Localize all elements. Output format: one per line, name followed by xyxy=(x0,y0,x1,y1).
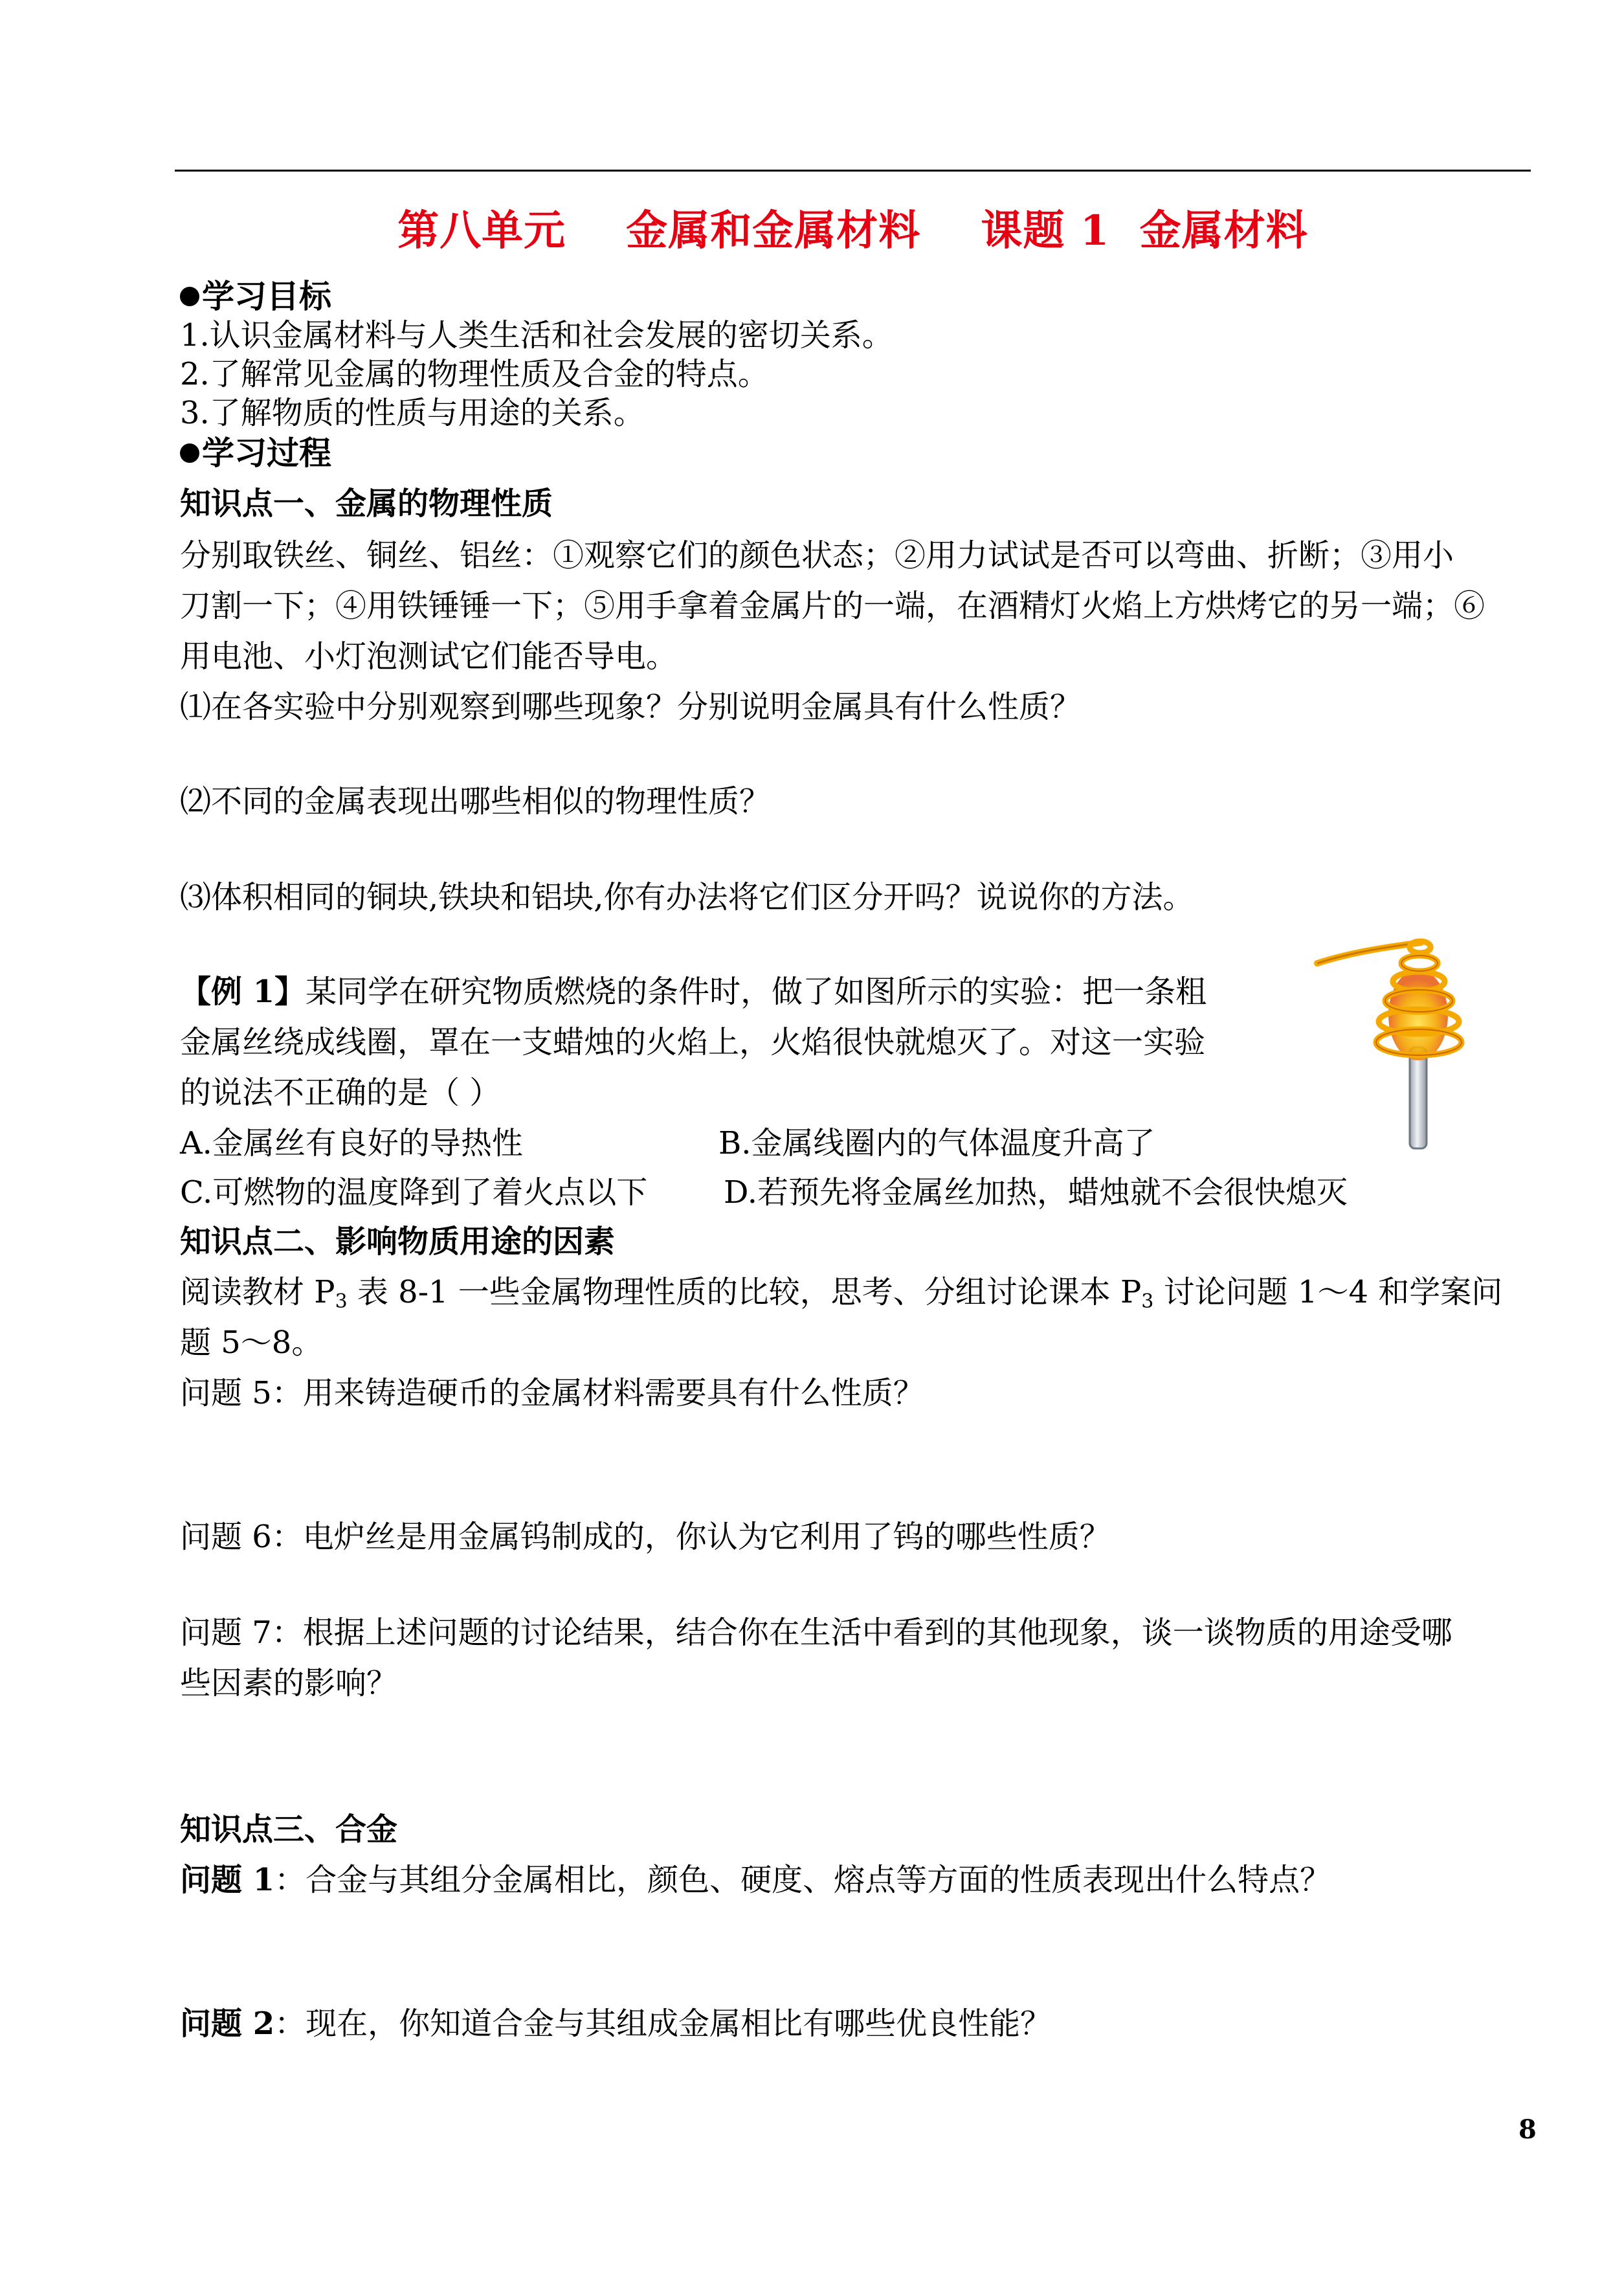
k2-reading-line-1 xyxy=(180,1273,1502,1321)
k2-reading-text: 阅读教材 P xyxy=(180,1274,335,1310)
k2-reading-text: 表 8-1 一些金属物理性质的比较，思考、分组讨论课本 P xyxy=(347,1274,1142,1310)
option-b: B.金属线圈内的气体温度升高了 xyxy=(718,1125,1155,1161)
k1-question-2: ⑵不同的金属表现出哪些相似的物理性质？ xyxy=(180,783,771,820)
k1-heading: 知识点一、金属的物理性质 xyxy=(180,486,553,522)
example-tag: 【例 1】 xyxy=(180,974,306,1010)
objective-item: 3.了解物质的性质与用途的关系。 xyxy=(180,395,645,431)
example-line-3: 的说法不正确的是（ ） xyxy=(180,1075,501,1111)
k2-heading: 知识点二、影响物质用途的因素 xyxy=(180,1224,616,1260)
example-text: 某同学在研究物质燃烧的条件时，做了如图所示的实验：把一条粗 xyxy=(306,974,1207,1010)
k2-question-7-line-1: 问题 7：根据上述问题的讨论结果，结合你在生活中看到的其他现象，谈一谈物质的用途受哪 xyxy=(180,1615,1452,1651)
k3-question-label: 问题 2 xyxy=(180,2006,275,2042)
flame-shape xyxy=(1388,970,1448,1060)
k3-question-text: ：现在，你知道合金与其组成金属相比有哪些优良性能？ xyxy=(274,2006,1052,2042)
objective-item: 2.了解常见金属的物理性质及合金的特点。 xyxy=(180,356,769,392)
k1-paragraph-line: 刀割一下；④用铁锤锤一下；⑤用手拿着金属片的一端，在酒精灯火焰上方烘烤它的另一端；⑥ xyxy=(180,588,1485,624)
k1-paragraph-line: 用电池、小灯泡测试它们能否导电。 xyxy=(180,638,678,675)
page-number: 8 xyxy=(1518,2114,1537,2145)
process-heading-text: 学习过程 xyxy=(202,434,331,472)
subscript: 3 xyxy=(335,1290,348,1313)
k1-question-3: ⑶体积相同的铜块,铁块和铝块,你有办法将它们区分开吗？说说你的方法。 xyxy=(180,879,1194,915)
process-heading xyxy=(180,434,331,473)
candle-coil-figure-icon xyxy=(1314,918,1482,1152)
k3-question-2 xyxy=(180,2004,1051,2043)
k3-question-1 xyxy=(180,1861,1331,1899)
option-a: A.金属丝有良好的导热性 xyxy=(180,1125,523,1161)
k3-question-label: 问题 1 xyxy=(180,1862,275,1898)
subscript: 3 xyxy=(1141,1290,1154,1313)
k3-heading: 知识点三、合金 xyxy=(180,1811,398,1848)
objective-item: 1.认识金属材料与人类生活和社会发展的密切关系。 xyxy=(180,317,893,353)
k2-reading-text: 讨论问题 1～4 和学案问 xyxy=(1153,1274,1503,1310)
k2-question-6: 问题 6：电炉丝是用金属钨制成的，你认为它利用了钨的哪些性质？ xyxy=(180,1519,1111,1555)
objectives-heading xyxy=(180,277,331,316)
candle-body xyxy=(1410,1047,1427,1148)
bullet-icon xyxy=(180,287,199,306)
k1-question-1: ⑴在各实验中分别观察到哪些现象？分别说明金属具有什么性质？ xyxy=(180,689,1082,725)
k3-question-text: ：合金与其组分金属相比，颜色、硬度、熔点等方面的性质表现出什么特点？ xyxy=(274,1862,1331,1898)
bullet-icon xyxy=(180,443,199,463)
header-rule xyxy=(175,170,1531,172)
option-c: C.可燃物的温度降到了着火点以下 xyxy=(180,1174,648,1211)
k1-paragraph-line: 分别取铁丝、铜丝、铝丝：①观察它们的颜色状态；②用力试试是否可以弯曲、折断；③用小 xyxy=(180,537,1454,574)
k2-reading-line-2: 题 5～8。 xyxy=(180,1325,323,1361)
option-d: D.若预先将金属丝加热，蜡烛就不会很快熄灭 xyxy=(724,1174,1348,1211)
objectives-heading-text: 学习目标 xyxy=(202,277,331,315)
k2-question-5: 问题 5：用来铸造硬币的金属材料需要具有什么性质？ xyxy=(180,1375,924,1411)
page-title: 第八单元 金属和金属材料 课题 1 金属材料 xyxy=(397,207,1308,255)
example-line-2: 金属丝绕成线圈，罩在一支蜡烛的火焰上，火焰很快就熄灭了。对这一实验 xyxy=(180,1024,1206,1060)
k2-question-7-line-2: 些因素的影响？ xyxy=(180,1665,398,1701)
example-line-1 xyxy=(180,972,1207,1011)
